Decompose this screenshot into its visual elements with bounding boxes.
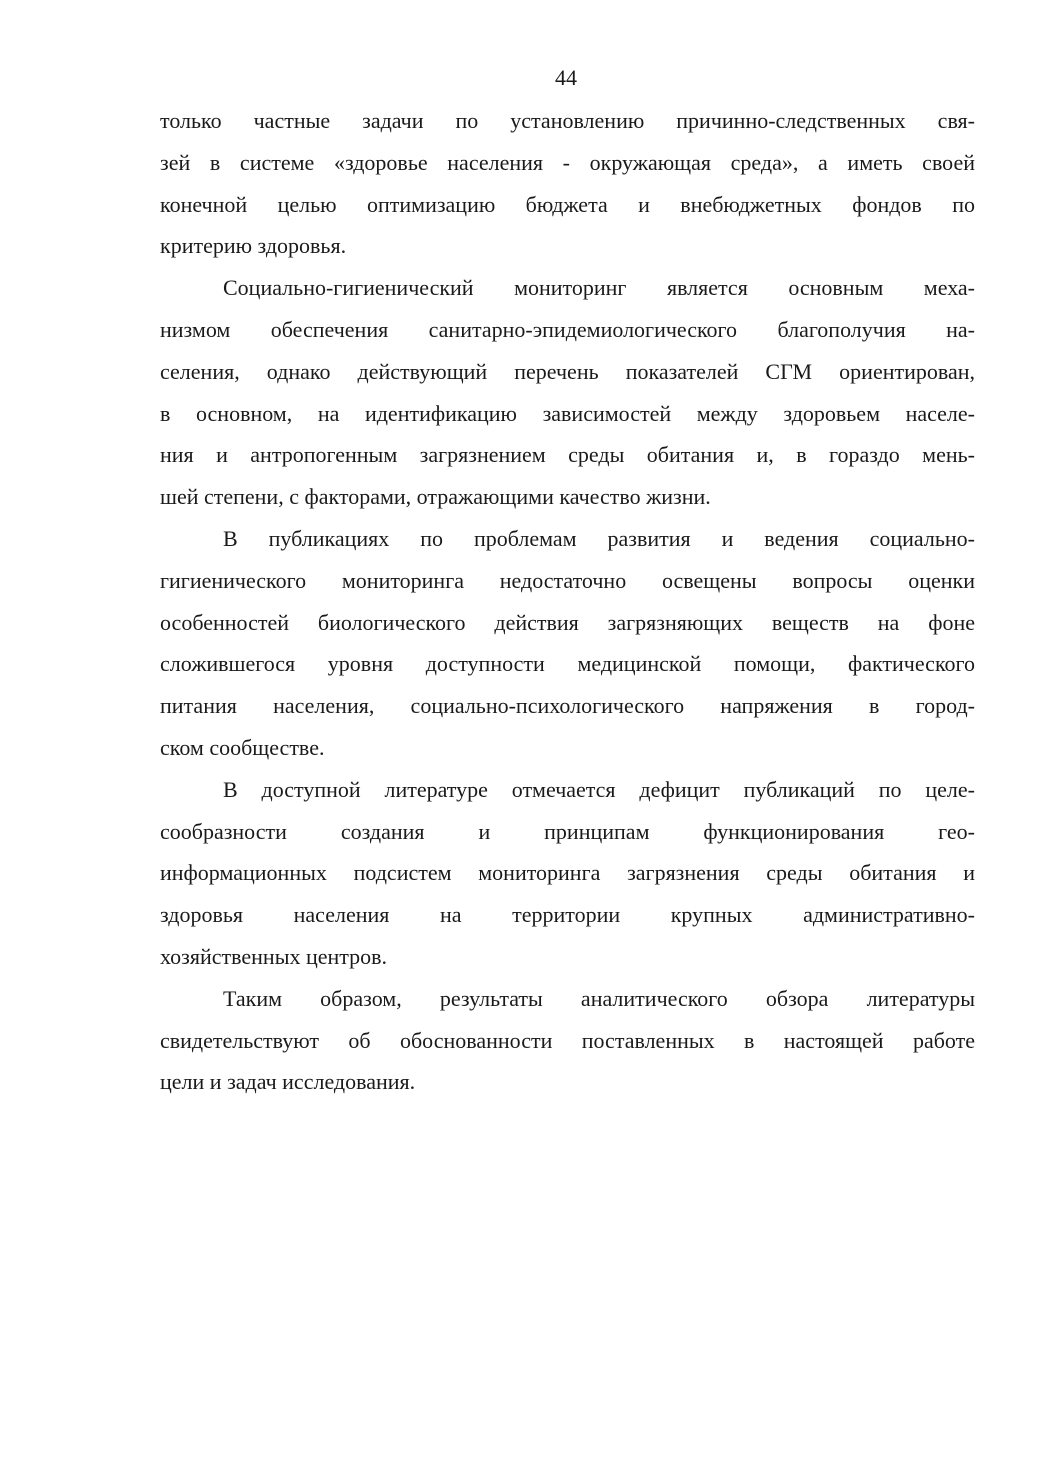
text-line: конечной целью оптимизацию бюджета и внебюджетных фондов по — [160, 191, 975, 217]
text-line: Таким образом, результаты аналитического обзора литературы — [223, 985, 975, 1011]
text-line: особенностей биологического действия загрязняющих веществ на фоне — [160, 609, 975, 635]
paragraph — [160, 978, 975, 1103]
paragraph — [160, 100, 975, 267]
text-line: информационных подсистем мониторинга загрязнения среды обитания и — [160, 860, 975, 886]
text-line: здоровья населения на территории крупных административно- — [160, 902, 975, 928]
text-line: зей в системе «здоровье населения - окружающая среда», а иметь своей — [160, 149, 975, 175]
text-line: хозяйственных центров. — [160, 943, 388, 969]
paragraph — [160, 267, 975, 518]
text-line: критерию здоровья. — [160, 233, 347, 259]
text-line: ском сообществе. — [160, 734, 325, 760]
paragraph — [160, 769, 975, 978]
text-line: сложившегося уровня доступности медицинской помощи, фактического — [160, 651, 975, 677]
text-line: низмом обеспечения санитарно-эпидемиологического благополучия на- — [160, 316, 975, 342]
text-line: ния и антропогенным загрязнением среды обитания и, в гораздо мень- — [160, 442, 975, 468]
text-line: в основном, на идентификацию зависимостей между здоровьем населе- — [160, 400, 975, 426]
paragraph — [160, 518, 975, 769]
text-line: селения, однако действующий перечень показателей СГМ ориентирован, — [160, 358, 975, 384]
text-line: свидетельствуют об обоснованности поставленных в настоящей работе — [160, 1027, 975, 1053]
text-line: цели и задач исследования. — [160, 1069, 416, 1095]
text-line: В публикациях по проблемам развития и ведения социально- — [223, 525, 975, 551]
text-line: шей степени, с факторами, отражающими качество жизни. — [160, 484, 711, 510]
text-line: Социально-гигиенический мониторинг является основным меха- — [223, 275, 975, 301]
text-line: гигиенического мониторинга недостаточно освещены вопросы оценки — [160, 567, 975, 593]
text-line: В доступной литературе отмечается дефицит публикаций по целе- — [223, 776, 975, 802]
text-line: только частные задачи по установлению причинно-следственных свя- — [160, 108, 975, 133]
document-body — [160, 100, 975, 1103]
text-line: питания населения, социально-психологического напряжения в город- — [160, 693, 975, 719]
text-line: сообразности создания и принципам функционирования гео- — [160, 818, 975, 844]
page-number: 44 — [555, 65, 577, 90]
